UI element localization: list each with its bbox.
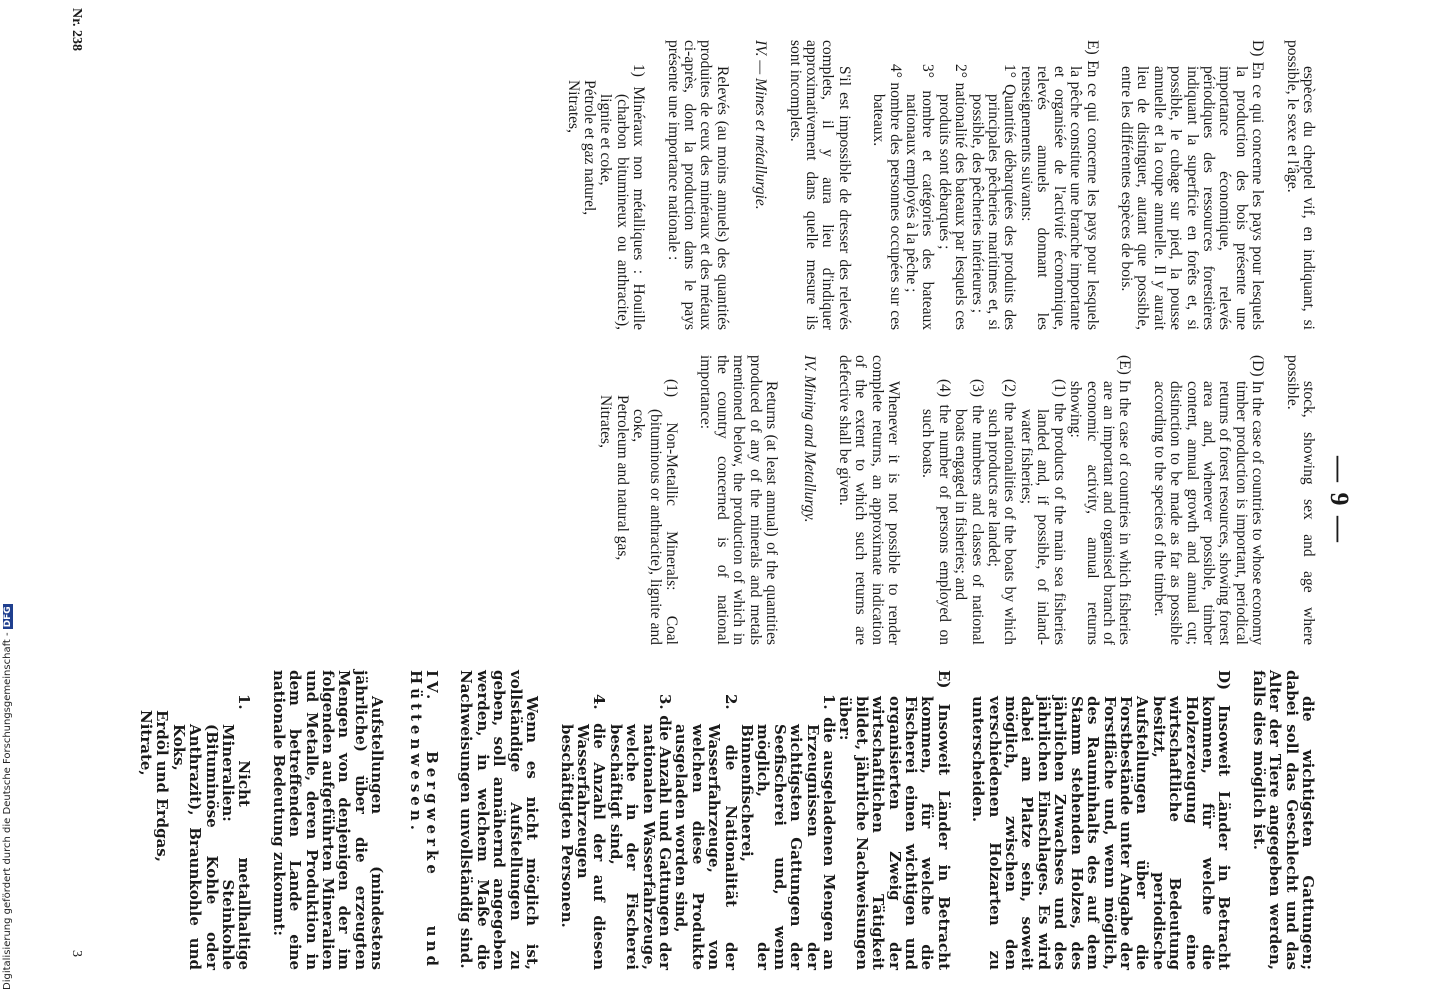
en-mineral-item-3: Nitrates,	[597, 395, 615, 448]
en-mineral-item-1: (1) Non-Metallic Minerals: Coal (bituminous or anthracite), lignite and coke,	[630, 379, 680, 645]
fr-fisheries-item-1: 1° Quantités débarquées des produits des principales pêcheries maritimes et, si possible, des pêcheries intérieures ;	[968, 64, 1019, 330]
document-signature: Nr. 238	[69, 8, 84, 52]
fr-mineral-item-2: Pétrole et gaz naturel,	[580, 80, 598, 216]
sheet-mark: 3	[69, 950, 84, 957]
page-number: — 9 —	[1325, 456, 1354, 544]
de-mineral-item-1: 1. Nicht metallhaltige Mineralien: Steinkohle (Bituminöse Kohle oder Anthrazit), Braunkohle und Koks,	[169, 694, 254, 970]
fr-fisheries-item-2: 2° nationalité des bateaux par lesquels ces produits sont débarqués ;	[935, 64, 970, 330]
fr-mineral-item-1: 1) Minéraux non métalliques : Houille (charbon bitumineux ou anthracite), lignite et coke,	[597, 64, 648, 330]
fr-paragraph-incomplete: S'il est impossible de dresser des relevés complets, il y aura lieu d'indiquer approximativement dans quelle mesure ils sont incomplets.	[786, 40, 853, 330]
en-mineral-item-2: Petroleum and natural gas,	[613, 395, 631, 561]
fr-section-heading: IV. — Mines et métallurgie.	[752, 40, 770, 210]
fr-mineral-item-3: Nitrates,	[564, 80, 582, 133]
en-paragraph-fisheries: (E) In the case of countries in which fisheries are an important and organised branch of economic activity, annual returns showing:	[1067, 355, 1134, 645]
de-fisheries-item-2: 2. die Nationalität der Wasserfahrzeuge, von welchen diese Produkte ausgeladen worden sind,	[672, 694, 740, 970]
de-paragraph-livestock: die wichtigsten Gattungen; dabei soll das Geschlecht und das Alter der Tiere angegeben werden, falls dies möglich ist.	[1249, 670, 1317, 970]
en-paragraph-incomplete: Whenever it is not possible to render complete returns, an approximate indication of the extent to which such returns are defective shall be given.	[835, 355, 903, 645]
column-english	[597, 355, 1316, 645]
digitization-credit	[2, 390, 20, 990]
fr-fisheries-item-4: 4° nombre des personnes occupées sur ces bateaux.	[870, 64, 904, 330]
de-mineral-item-3: Nitrate,	[137, 710, 155, 776]
fr-paragraph-timber: D) En ce qui concerne les pays pour lesquels la production des bois présente une importance économique, relevés périodiques des ressources forestières indiquant la superficie en forêts et, si possible, le cubage sur pied, la pousse annuelle et la coupe annuelle. Il y aurait lieu de distinguer, autant que possible, entre les différentes espèces de bois.	[1117, 40, 1267, 330]
en-paragraph-livestock: stock, showing sex and age where possible.	[1283, 355, 1317, 645]
de-section-heading: IV. Bergwerke und Hüttenwesen.	[406, 670, 442, 970]
en-section-heading: IV. Mining and Metallurgy.	[801, 355, 819, 523]
de-fisheries-item-4: 4. die Anzahl der auf diesen Wasserfahrzeugen beschäftigten Personen.	[557, 694, 609, 970]
de-paragraph-mining: Aufstellungen (mindestens jährliche) über die erzeugten Mengen von denjenigen der im folgenden aufgeführten Mineralien und Metalle, deren Produktion in dem betreffenden Lande eine nationale Bedeutung zukommt:	[269, 670, 387, 970]
credit-text: Digitalisierung gefördert durch die Deutsche Forschungsgemeinschaft -	[2, 632, 13, 990]
column-german	[138, 670, 1316, 970]
de-paragraph-timber: D) Insoweit Länder in Betracht kommen, für welche die Holzerzeugung eine wirtschaftliche Bedeutung besitzt, periodische Aufstellungen über die Forstbestände unter Angabe der Forstfläche und, wenn möglich, des Rauminhalts des auf dem Stamm stehenden Holzes, des jährlichen Zuwachses und des jährlichen Einschlages. Es wird dabei am Platze sein, soweit möglich, zwischen den verschiedenen Holzarten zu unterscheiden.	[969, 670, 1234, 970]
de-paragraph-incomplete: Wenn es nicht möglich ist, vollständige Aufstellungen zu geben, soll annähernd angegeben werden, in welchem Maße die Nachweisungen unvollständig sind.	[457, 670, 542, 970]
de-fisheries-item-1: 1. die ausgeladenen Mengen an Erzeugnissen der wichtigsten Gattungen der Seefischerei und, wenn möglich, der Binnenfischerei,	[738, 694, 839, 970]
fr-paragraph-fisheries: E) En ce qui concerne les pays pour lesquels la pêche constitue une branche importante et organisée de l'activité économique, relevés annuels donnant les renseignements suivants:	[1017, 40, 1101, 330]
fr-fisheries-item-3: 3° nombre et catégories des bateaux nationaux employés à la pêche ;	[903, 64, 937, 330]
en-fisheries-item-3: (3) the numbers and classes of national boats engaged in fisheries; and	[952, 379, 986, 645]
de-mineral-item-2: Erdöl und Erdgas,	[153, 710, 172, 862]
dfg-logo-icon: DFG	[3, 606, 13, 628]
en-fisheries-item-4: (4) the number of persons employed on such boats.	[919, 379, 953, 645]
de-paragraph-fisheries: E) Insoweit Länder in Betracht kommen, für welche die Fischerei einen wichtigen und organisierten Zweig der wirtschaftlichen Tätigkeit bildet, jährliche Nachweisungen über:	[836, 670, 953, 970]
en-paragraph-timber: (D) In the case of countries to whose economy timber production is important, periodical returns of forest resources, showing forest area and, whenever possible, timber content, annual growth and annual cut; distinction to be made as far as possible according to the species of the timber.	[1150, 355, 1267, 645]
en-paragraph-mining: Returns (at least annual) of the quantities produced of any of the minerals and metals mentioned below, the production of which in the country concerned is of national importance:	[697, 355, 781, 645]
column-french	[564, 40, 1316, 330]
en-fisheries-item-2: (2) the nationalities of the boats by which such products are landed;	[985, 379, 1019, 645]
fr-paragraph-mining: Relevés (au moins annuels) des quantités produites de ceux des minéraux et des métaux ci-après, dont la production dans le pays présente une importance nationale :	[664, 40, 731, 330]
rotated-document-page	[30, 0, 1360, 1000]
fr-paragraph-livestock: espèces du cheptel vif, en indiquant, si possible, le sexe et l'âge.	[1283, 40, 1317, 330]
de-fisheries-item-3: 3. die Anzahl und Gattungen der nationalen Wasserfahrzeuge, welche in der Fischerei beschäftigt sind,	[606, 694, 674, 970]
en-fisheries-item-1: (1) the products of the main sea fisheries landed and, if possible, of inland-water fisheries;	[1017, 379, 1068, 645]
